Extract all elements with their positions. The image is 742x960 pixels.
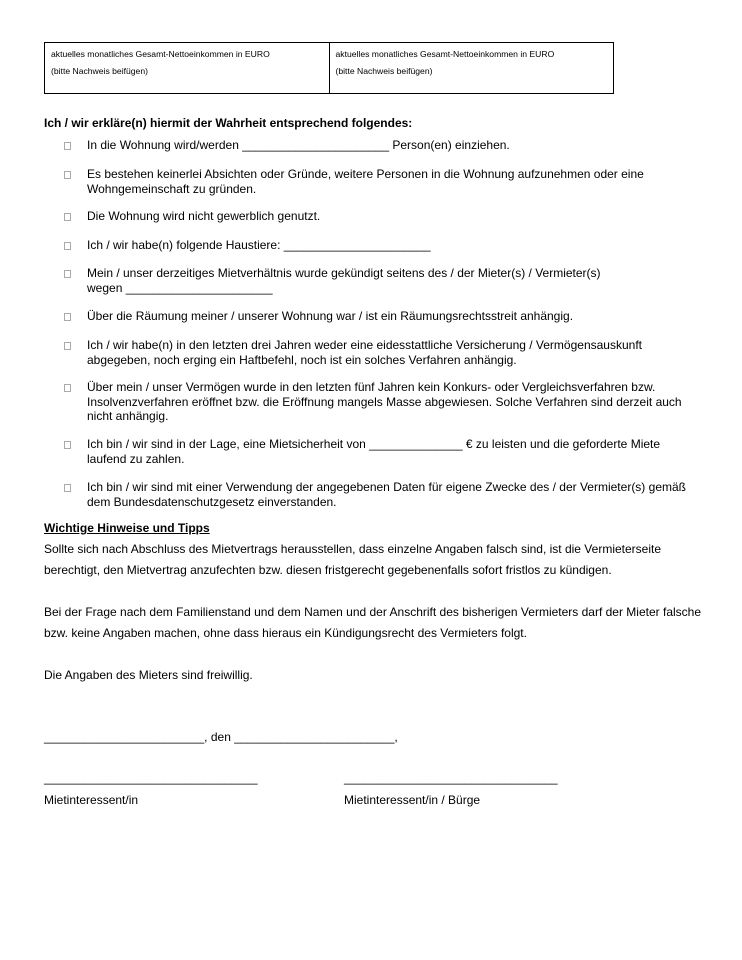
hints-paragraph: Die Angaben des Mieters sind freiwillig. (44, 668, 253, 682)
hints-heading: Wichtige Hinweise und Tipps (44, 521, 210, 535)
hints-paragraph: Bei der Frage nach dem Familienstand und dem Namen und der Anschrift des bisherigen Vermieters darf der Mieter falsche bzw. keine Angaben machen, ohne dass hieraus ein Kündigungsrecht des Vermieters folgt. (44, 605, 701, 640)
income-table (44, 42, 614, 94)
checkbox[interactable] (64, 441, 71, 449)
checkbox[interactable] (64, 171, 71, 179)
declaration-item-text: In die Wohnung wird/werden ______________________ Person(en) einziehen. (87, 138, 510, 152)
declaration-item-text: Über mein / unser Vermögen wurde in den letzten fünf Jahren kein Konkurs- oder Vergleichsverfahren bzw. Insolvenzverfahren eröffnet bzw. die Eröffnung mangels Masse abgewiesen. Solche Verfahren sind derzeit auch nicht anhängig. (87, 380, 682, 423)
declaration-item (64, 167, 704, 196)
declaration-item-text: Die Wohnung wird nicht gewerblich genutzt. (87, 209, 321, 223)
checkbox[interactable] (64, 242, 71, 250)
declaration-item (64, 266, 704, 295)
declaration-item-text: Es bestehen keinerlei Absichten oder Gründe, weitere Personen in die Wohnung aufzunehmen oder eine Wohngemeinschaft zu gründen. (87, 167, 644, 196)
income-label: aktuelles monatliches Gesamt-Nettoeinkommen in EURO (51, 49, 270, 59)
signature-label-right: Mietinteressent/in / Bürge (344, 793, 481, 807)
income-label: aktuelles monatliches Gesamt-Nettoeinkommen in EURO (335, 49, 555, 59)
income-note: (bitte Nachweis beifügen) (335, 66, 433, 76)
declaration-item (64, 138, 704, 153)
declaration-item-text: Ich / wir habe(n) folgende Haustiere: ______________________ (87, 238, 431, 252)
declaration-item (64, 380, 704, 424)
declaration-item-text: Über die Räumung meiner / unserer Wohnung war / ist ein Räumungsrechtsstreit anhängig. (87, 309, 574, 323)
checkbox[interactable] (64, 213, 71, 221)
declaration-item-text: Ich bin / wir sind in der Lage, eine Mietsicherheit von ______________ € zu leisten und die geforderte Miete laufend zu zahlen. (87, 437, 661, 466)
declaration-item-text: Mein / unser derzeitiges Mietverhältnis wurde gekündigt seitens des / der Mieter(s) / Vermieter(s) wegen ______________________ (87, 266, 601, 295)
income-note: (bitte Nachweis beifügen) (51, 66, 148, 76)
place-date-line[interactable]: ________________________, den ________________________, (44, 730, 398, 744)
income-cell-right[interactable] (329, 43, 614, 93)
checkbox[interactable] (64, 342, 71, 350)
checkbox[interactable] (64, 142, 71, 150)
declaration-item (64, 238, 704, 253)
checkbox[interactable] (64, 313, 71, 321)
declaration-item-text: Ich bin / wir sind mit einer Verwendung der angegebenen Daten für eigene Zwecke des / der Vermieter(s) gemäß dem Bundesdatenschutzgesetz einverstanden. (87, 480, 686, 509)
declaration-item (64, 338, 704, 367)
signature-line-right[interactable]: ________________________________ (344, 771, 558, 785)
income-cell-left[interactable] (45, 43, 329, 93)
checkbox[interactable] (64, 270, 71, 278)
declaration-item (64, 309, 704, 324)
declaration-item-text: Ich / wir habe(n) in den letzten drei Jahren weder eine eidesstattliche Versicherung / Vermögensauskunft abgegeben, noch erging ein Haftbefehl, noch ist ein solches Verfahren anhängig. (87, 338, 642, 367)
hints-paragraph: Sollte sich nach Abschluss des Mietvertrags herausstellen, dass einzelne Angaben falsch sind, ist die Vermieterseite berechtigt, den Mietvertrag anzufechten bzw. diesen fristgerecht gegebenenfalls sofort fristlos zu kündigen. (44, 542, 662, 577)
signature-line-left[interactable]: ________________________________ (44, 771, 258, 785)
declaration-item (64, 480, 704, 509)
declaration-heading: Ich / wir erkläre(n) hiermit der Wahrheit entsprechend folgendes: (44, 116, 413, 130)
signature-label-left: Mietinteressent/in (44, 793, 139, 807)
declaration-item (64, 437, 704, 466)
checkbox[interactable] (64, 484, 71, 492)
checkbox[interactable] (64, 384, 71, 392)
declaration-item (64, 209, 704, 224)
